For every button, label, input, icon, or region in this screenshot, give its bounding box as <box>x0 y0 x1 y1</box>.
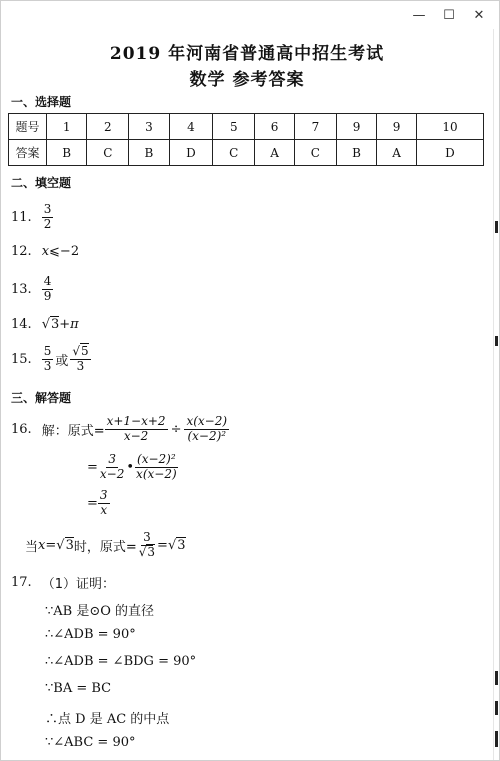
q17-line5: ∴点 D 是 AC 的中点 <box>45 712 170 727</box>
doc-title: 2019 年河南省普通高中招生考试 <box>109 44 385 64</box>
answer-q11 <box>11 203 53 232</box>
fraction <box>42 203 54 232</box>
plus: + <box>59 316 71 332</box>
question-number: 17. <box>11 575 32 590</box>
denominator: 3 <box>76 358 85 373</box>
question-number: 15. <box>11 351 32 367</box>
row-label-number: 题号 <box>9 114 47 140</box>
denominator: x−2 <box>99 466 125 481</box>
answer-q14 <box>11 316 79 332</box>
document-page <box>1 29 493 760</box>
multiply-dot: • <box>126 459 135 475</box>
radicand: 3 <box>177 538 186 554</box>
table-cell: A <box>255 140 295 166</box>
denominator: 3 <box>43 358 52 373</box>
denominator: 9 <box>43 288 52 303</box>
close-icon[interactable]: ✕ <box>473 7 485 23</box>
doc-subtitle: 数学 参考答案 <box>189 70 305 90</box>
table-row-numbers <box>9 114 484 140</box>
table-cell: 4 <box>169 114 213 140</box>
fraction <box>42 275 54 304</box>
numerator: 3 <box>99 488 108 502</box>
denominator: x−2 <box>123 428 149 443</box>
fraction <box>98 453 126 482</box>
question-number: 11. <box>11 209 32 225</box>
numerator: (x−2)² <box>137 452 176 466</box>
table-cell: B <box>47 140 87 166</box>
equals-sign: = <box>45 537 57 553</box>
numerator: 3 <box>43 202 52 216</box>
when-text: 当 <box>25 539 39 555</box>
denominator: (x−2)² <box>187 428 227 443</box>
edge-artifact <box>495 701 498 715</box>
pi: π <box>70 316 79 332</box>
table-cell: 6 <box>255 114 295 140</box>
table-cell: D <box>169 140 213 166</box>
answer-table <box>8 113 484 166</box>
numerator: 4 <box>43 274 52 288</box>
numerator <box>70 345 90 360</box>
when-text-2: 时，原式= <box>73 539 137 555</box>
edge-artifact <box>495 671 498 685</box>
fraction <box>134 453 179 482</box>
radicand: 3 <box>65 538 74 554</box>
question-number: 13. <box>11 281 32 297</box>
denominator: x <box>100 502 108 517</box>
radical-sign: √ <box>167 537 177 553</box>
fraction <box>184 415 229 444</box>
title-bar <box>1 1 499 29</box>
numerator: 3 <box>143 530 151 544</box>
part-label: （1）证明： <box>41 577 115 592</box>
question-number: 14. <box>11 316 32 332</box>
fraction <box>137 531 157 560</box>
edge-artifact <box>495 221 498 233</box>
table-cell: 2 <box>87 114 129 140</box>
table-cell: D <box>416 140 483 166</box>
denominator: 2 <box>43 216 52 231</box>
answer-q12 <box>11 244 79 259</box>
q17-line0 <box>11 573 115 592</box>
question-number: 12. <box>11 244 32 259</box>
numerator: 5 <box>43 344 52 358</box>
q17-line4: ∵BA = BC <box>45 681 112 696</box>
fraction-sqrt <box>70 345 90 374</box>
fraction <box>42 345 54 374</box>
radicand: 3 <box>147 544 156 559</box>
radical-sign: √ <box>72 344 80 358</box>
variable: x <box>38 537 46 553</box>
q17-line1: ∵AB 是⊙O 的直径 <box>45 604 155 619</box>
table-cell: 9 <box>336 114 376 140</box>
equals-sign: = <box>87 459 98 475</box>
fraction <box>98 489 110 518</box>
table-cell: 9 <box>377 114 417 140</box>
table-cell: 5 <box>213 114 255 140</box>
answer-q13 <box>11 275 53 304</box>
table-cell: C <box>87 140 129 166</box>
edge-artifact <box>495 336 498 346</box>
table-cell: 1 <box>47 114 87 140</box>
numerator: x+1−x+2 <box>106 414 166 428</box>
table-cell: 3 <box>129 114 169 140</box>
scrollbar[interactable] <box>493 29 499 760</box>
q16-line1 <box>11 415 229 444</box>
table-cell: B <box>336 140 376 166</box>
radical-sign: √ <box>138 544 147 559</box>
denominator <box>137 546 157 560</box>
table-cell: 7 <box>294 114 336 140</box>
answer-q15 <box>11 345 91 374</box>
minimize-icon[interactable]: — <box>412 7 426 23</box>
equals-sign: = <box>87 495 98 511</box>
section-multiple-choice: 一、选择题 <box>11 95 72 109</box>
or-text: 或 <box>55 353 69 369</box>
denominator: x(x−2) <box>136 466 177 481</box>
q16-line3 <box>87 489 110 518</box>
radicand: 5 <box>81 344 89 358</box>
q17-line3: ∴∠ADB = ∠BDG = 90° <box>45 654 197 669</box>
table-cell: C <box>294 140 336 166</box>
numerator: 3 <box>108 452 116 466</box>
row-label-answer: 答案 <box>9 140 47 166</box>
fraction <box>105 415 168 444</box>
table-cell: B <box>129 140 169 166</box>
radical-sign: √ <box>56 537 65 553</box>
q17-line6: ∵∠ABC = 90° <box>45 735 136 750</box>
section-solutions: 三、解答题 <box>11 391 72 405</box>
equals-sign: = <box>157 537 168 553</box>
edge-artifact <box>495 731 498 747</box>
inequality: ⩽−2 <box>49 244 80 259</box>
q16-line2 <box>87 453 179 482</box>
question-number: 16. <box>11 421 32 437</box>
radicand: 3 <box>50 317 60 332</box>
maximize-icon[interactable]: ☐ <box>443 7 455 23</box>
table-cell: A <box>377 140 417 166</box>
table-cell: C <box>213 140 255 166</box>
q16-line4 <box>25 531 186 560</box>
solution-intro: 解：原式= <box>41 423 105 439</box>
divide-sign: ÷ <box>170 421 182 437</box>
variable: x <box>41 244 50 259</box>
numerator: x(x−2) <box>186 414 228 428</box>
radical-sign: √ <box>41 316 50 332</box>
section-fill-blank: 二、填空题 <box>11 176 72 190</box>
table-row-answers <box>9 140 484 166</box>
q17-line2: ∴∠ADB = 90° <box>45 627 136 642</box>
table-cell: 10 <box>416 114 483 140</box>
